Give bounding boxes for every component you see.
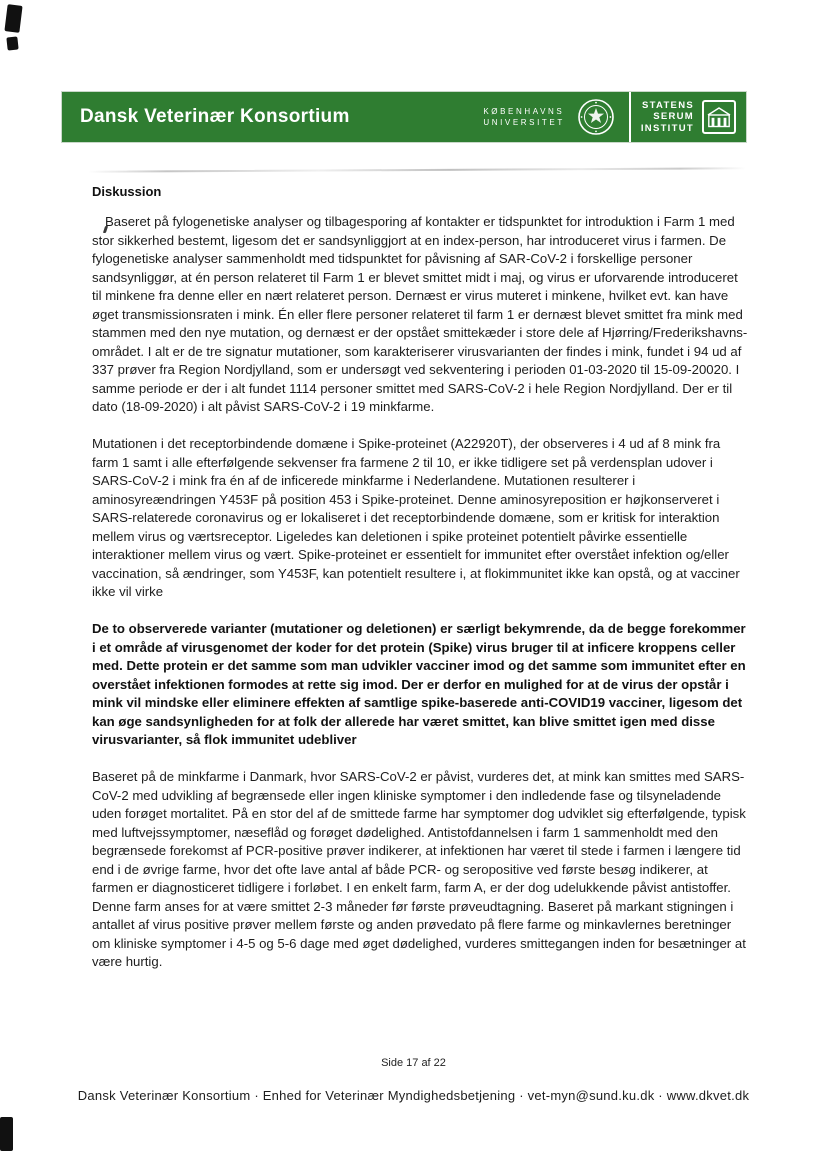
organization-title: Dansk Veterinær Konsortium bbox=[80, 106, 350, 127]
page-number: Side 17 af 22 bbox=[381, 1057, 446, 1069]
paragraph: Mutationen i det receptorbindende domæne i Spike-proteinet (A22920T), der observeres i 4 ud af 8 mink fra farm 1 samt i alle efterfølgende sekvenser fra farmene 2 til 10, er ikke tidligere set på verdensplan udover i SARS-CoV-2 i mink fra én af de inficerede minkfarme i Nederlandene. Mutationen resulterer i aminosyreændringen Y453F på position 453 i Spike-proteinet. Denne aminosyreposition er højkonserveret i SARS-relaterede coronavirus og er lokaliseret i det receptorbindende domæne, som er kritisk for interaktion mellem virus og værtsreceptor. Ligeledes kan deletionen i spike proteinet potentielt påvirke essentielle interaktioner mellem virus og vært. Spike-proteinet er essentielt for immunitet efter overstået infektion og/eller vaccination, så ændringer, som Y453F, kan potentielt resultere i, at flokimmunitet ikke kan opstå, og at vacciner ikke vil virke bbox=[92, 436, 740, 599]
paragraph: Baseret på fylogenetiske analyser og tilbagesporing af kontakter er tidspunktet for introduktion i Farm 1 med stor sikkerhed bestemt, ligesom det er sandsynliggjort at en index-person, har introduceret virus i farmen. De fylogenetiske analyser sammenholdt med tidspunktet for påvisning af SAR-CoV-2 i forskellige personer sandsynliggør, at én person relateret til Farm 1 er blevet smittet midt i maj, og virus er uforvarende introduceret til minkene fra denne eller en nært relateret person. Dernæst er virus muteret i minkene, hvilket evt. kan have øget transmissionsraten i mink. Én eller flere personer relateret til farm 1 er dernæst blevet smittet fra mink med stammen med den nye mutation, og dernæst er der opstået smittekæder i store dele af Hjørring/Frederikshavns-området. I alt er de tre signatur mutationer, som karakteriserer virusvarianten der findes i mink, fundet i 94 ud af 337 prøver fra Region Nordjylland, som er undersøgt ved sekventering i perioden 01-03-2020 til 15-09-20020. I samme periode er der i alt fundet 1114 personer smittet med SARS-CoV-2 i hele Region Nordjylland. Der er til dato (18-09-2020) i alt påvist SARS-CoV-2 i 19 minkfarme. bbox=[92, 214, 748, 414]
scan-artifact bbox=[4, 4, 22, 33]
ssi-logo-block bbox=[641, 100, 736, 135]
paragraph: Baseret på de minkfarme i Danmark, hvor SARS-CoV-2 er påvist, vurderes det, at mink kan smittes med SARS-CoV-2 med udvikling af begrænsede eller ingen kliniske symptomer i den indledende fase og tilsyneladende uden forøget mortalitet. På en stor del af de smittede farme har symptomer dog udviklet sig efterfølgende, typisk med luftvejssymptomer, næseflåd og forøget dødelighed. Antistofdannelsen i farm 1 sammenholdt med den begrænsede forekomst af PCR-positive prøver indikerer, at infektionen har været til stede i farmen i længere tid end i de øvrige farme, hvor det ofte lave antal af både PCR- og seropositive ved første besøg indikerer, at farmen er diagnosticeret tidligere i forløbet. I en enkelt farm, farm A, er der dog udelukkende påvist antistoffer. Denne farm anses for at være smittet 2-3 måneder før første prøveudtagning. Baseret på markant stigningen i antallet af virus positive prøver mellem første og anden prøvedato på flere farme og minkavlernes beretninger om kliniske symptomer i 4-5 og 5-6 dage med øget dødelighed, vurderes smittegangen inden for besætninger at være hurtig. bbox=[92, 769, 746, 969]
university-seal-icon bbox=[577, 98, 615, 136]
ssi-wordmark bbox=[641, 100, 694, 135]
banner-divider bbox=[629, 92, 631, 142]
scan-artifact bbox=[6, 36, 18, 50]
ku-wordmark bbox=[483, 106, 565, 128]
header-banner bbox=[62, 92, 746, 142]
ku-wordmark-line1: KØBENHAVNS bbox=[483, 107, 565, 116]
ku-wordmark-line2: UNIVERSITET bbox=[483, 118, 565, 127]
scan-artifact bbox=[0, 1117, 13, 1151]
document-body bbox=[92, 184, 750, 990]
ssi-wordmark-line1: STATENS bbox=[641, 99, 694, 111]
ku-logo-block bbox=[483, 98, 615, 136]
ssi-building-icon bbox=[702, 100, 736, 134]
scan-artifact bbox=[88, 167, 746, 172]
footer-contact-line: Dansk Veterinær Konsortium · Enhed for Veterinær Myndighedsbetjening · vet-myn@sund.ku.dk · www.dkvet.dk bbox=[77, 1088, 750, 1103]
paragraph-emphasized: De to observerede varianter (mutationer og deletionen) er særligt bekymrende, da de begge forekommer i et område af virusgenomet der koder for det protein (Spike) virus bruger til at inficere kroppens celler med. Dette protein er det samme som man udvikler vacciner imod og det samme som immunitet efter en overstået infektionen formodes at rette sig imod. Der er derfor en mulighed for at de virus der opstår i mink vil mindske eller eliminere effekten af samtlige spike-baserede anti-COVID19 vacciner, ligesom det kan øge sandsynligheden for at folk der allerede har været smittet, kan blive smittet igen med disse virusvarianter, så flok immunitet udebliver bbox=[92, 621, 746, 747]
ssi-wordmark-line2: SERUM bbox=[653, 111, 694, 123]
ssi-wordmark-line3: INSTITUT bbox=[640, 122, 694, 134]
section-heading: Diskussion bbox=[92, 184, 162, 199]
